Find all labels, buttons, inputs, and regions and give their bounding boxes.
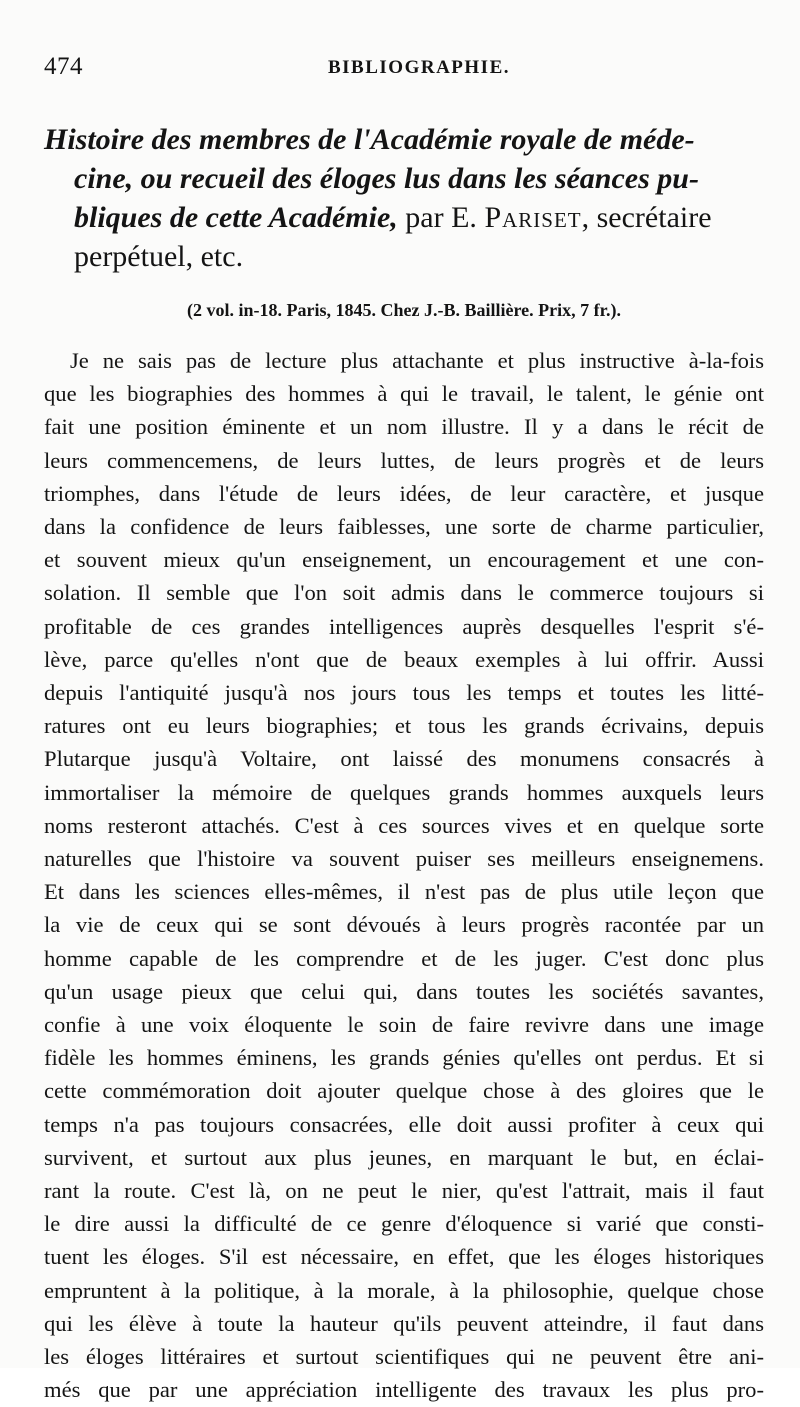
body-line: més que par une appréciation intelligente des travaux les plus pro- [44, 1377, 764, 1403]
body-line: noms resteront attachés. C'est à ces sources vives et en quelque sorte [44, 812, 764, 838]
body-line: tuent les éloges. S'il est nécessaire, en effet, que les éloges historiques [44, 1244, 764, 1270]
body-line: et souvent mieux qu'un enseignement, un encouragement et une con- [44, 547, 764, 573]
body-line: survivent, et surtout aux plus jeunes, en marquant le but, en éclai- [44, 1144, 764, 1170]
body-line: la vie de ceux qui se sont dévoués à leurs progrès racontée par un [44, 912, 764, 938]
book-title [44, 120, 764, 276]
body-line: que les biographies des hommes à qui le travail, le talent, le génie ont [44, 381, 764, 407]
body-line: naturelles que l'histoire va souvent puiser ses meilleurs enseignemens. [44, 846, 764, 872]
body-line: immortaliser la mémoire de quelques grands hommes auxquels leurs [44, 779, 764, 805]
running-head: BIBLIOGRAPHIE. [327, 57, 510, 78]
body-line: rant la route. C'est là, on ne peut le nier, qu'est l'attrait, mais il faut [44, 1178, 764, 1204]
publication-details: (2 vol. in-18. Paris, 1845. Chez J.-B. Baillière. Prix, 7 fr.). [187, 300, 621, 320]
book-reference [44, 120, 764, 276]
body-line: profitable de ces grandes intelligences auprès desquelles l'esprit s'é- [44, 613, 764, 639]
body-line: solation. Il semble que l'on soit admis dans le commerce toujours si [44, 580, 764, 606]
body-line: triomphes, dans l'étude de leurs idées, de leur caractère, et jusque [44, 480, 764, 506]
page-header [44, 52, 764, 82]
author-initial: E. [451, 201, 485, 234]
body-line: leurs commencemens, de leurs luttes, de leurs progrès et de leurs [44, 447, 764, 473]
book-title-line: Histoire des membres de l'Académie royale de méde- [44, 123, 695, 156]
body-line: Je ne sais pas de lecture plus attachante et plus instructive à-la-fois [70, 348, 764, 373]
body-line: fait une position éminente et un nom illustre. Il y a dans le récit de [44, 414, 764, 440]
body-line: confie à une voix éloquente le soin de faire revivre dans une image [44, 1012, 764, 1038]
body-line: temps n'a pas toujours consacrées, elle doit aussi profiter à ceux qui [44, 1111, 764, 1137]
body-line: fidèle les hommes éminens, les grands génies qu'elles ont perdus. Et si [44, 1045, 764, 1071]
body-line: lève, parce qu'elles n'ont que de beaux exemples à lui offrir. Aussi [44, 646, 764, 672]
book-title-line: cine, ou recueil des éloges lus dans les séances pu- [74, 162, 699, 195]
book-title-line-with-author [44, 198, 764, 237]
body-line: Et dans les sciences elles-mêmes, il n'est pas de plus utile leçon que [44, 879, 764, 905]
body-line: Plutarque jusqu'à Voltaire, ont laissé des monumens consacrés à [44, 746, 764, 772]
body-line: empruntent à la politique, à la morale, à la philosophie, quelque chose [44, 1277, 764, 1303]
body-line: depuis l'antiquité jusqu'à nos jours tous les temps et toutes les litté- [44, 680, 764, 706]
body-line: qui les élève à toute la hauteur qu'ils peuvent atteindre, il faut dans [44, 1310, 764, 1336]
page-number: 474 [44, 53, 83, 80]
body-line: qu'un usage pieux que celui qui, dans toutes les sociétés savantes, [44, 978, 764, 1004]
review-body [44, 344, 764, 1407]
body-line: homme capable de les comprendre et de les juger. C'est donc plus [44, 945, 764, 971]
book-title-line: bliques de cette Académie, [74, 201, 398, 234]
author-prefix: par [397, 201, 452, 234]
author-role: , secrétaire [581, 201, 712, 234]
author-name: Pariset [484, 201, 582, 234]
author-role-continued: perpétuel, etc. [74, 240, 244, 273]
body-line: dans la confidence de leurs faiblesses, une sorte de charme particulier, [44, 514, 764, 540]
body-line: ratures ont eu leurs biographies; et tous les grands écrivains, depuis [44, 713, 764, 739]
body-line: le dire aussi la difficulté de ce genre d'éloquence si varié que consti- [44, 1211, 764, 1237]
body-line: les éloges littéraires et surtout scientifiques qui ne peuvent être ani- [44, 1344, 764, 1370]
body-line: cette commémoration doit ajouter quelque chose à des gloires que le [44, 1078, 764, 1104]
